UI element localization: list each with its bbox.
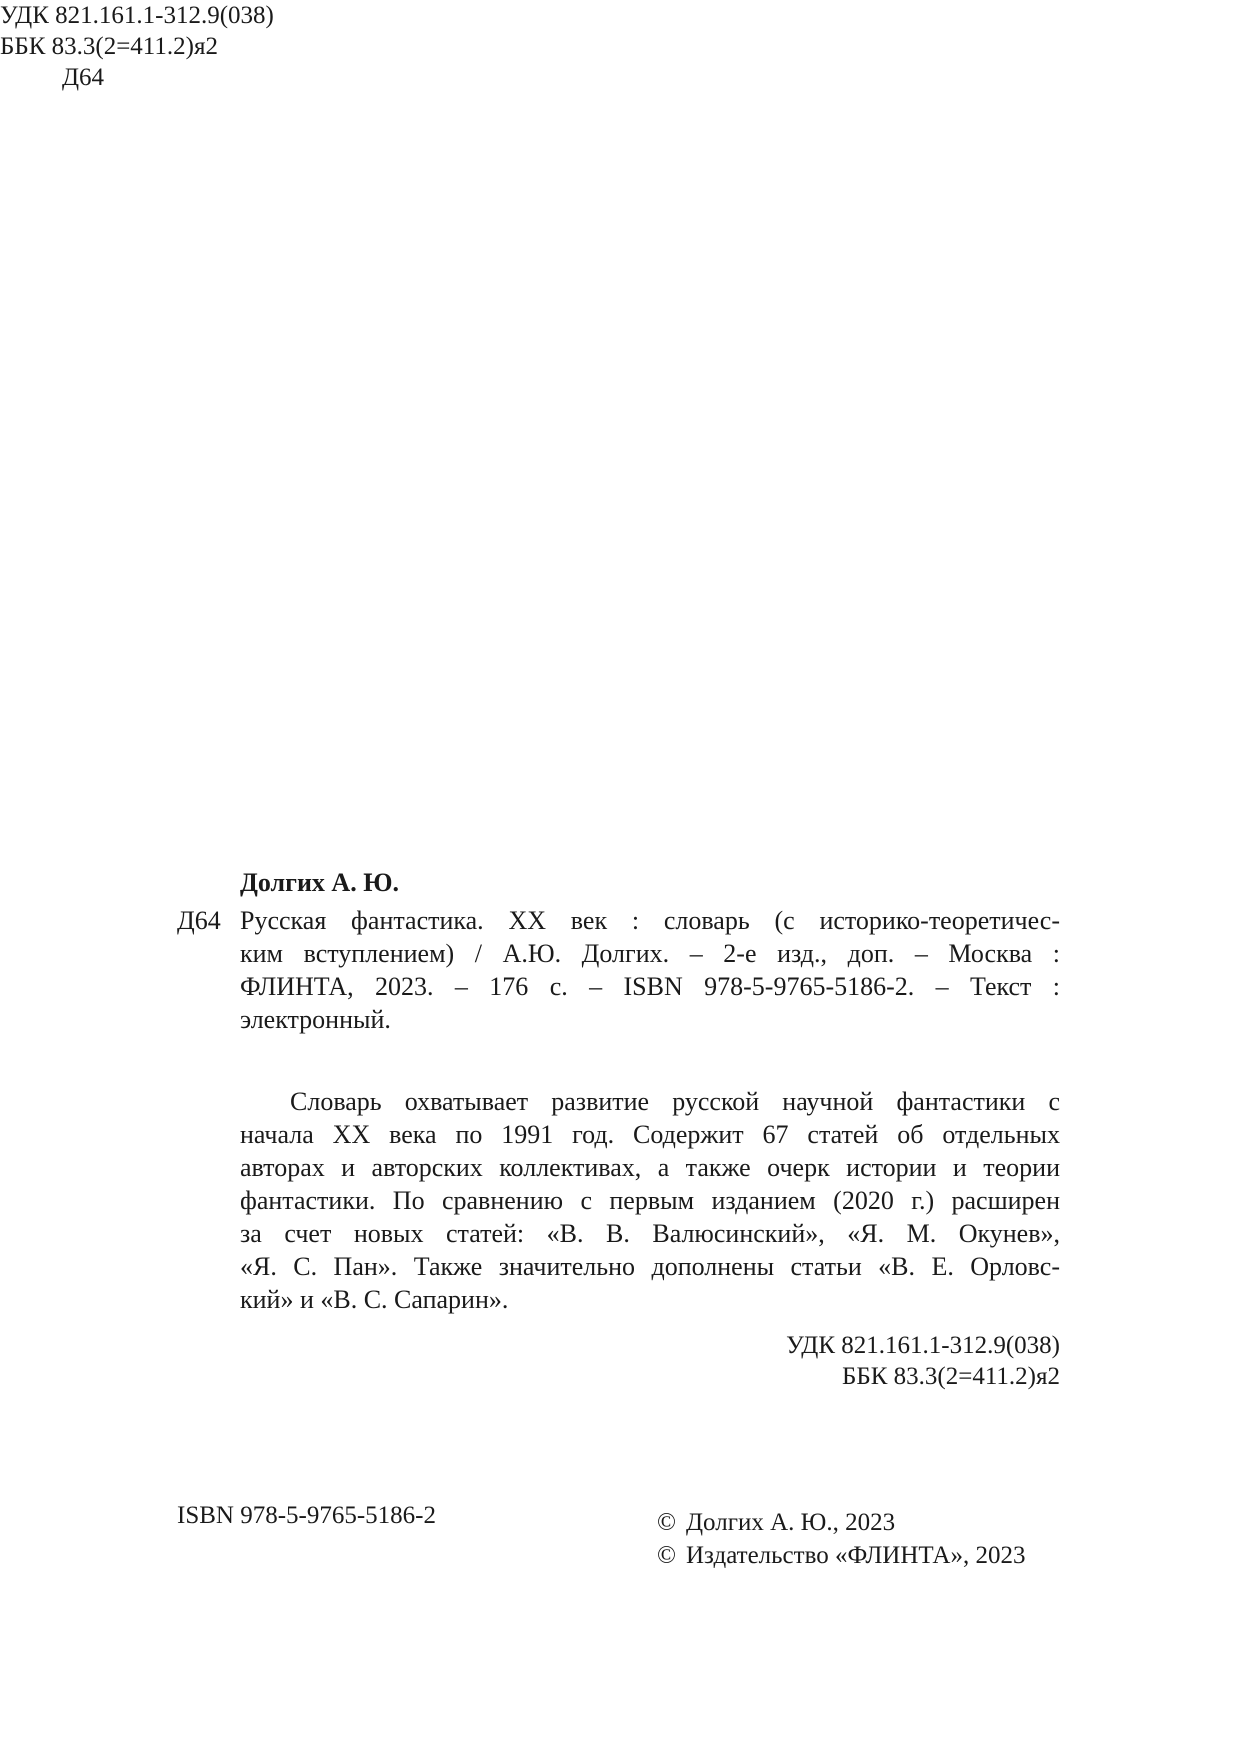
top-classification-block — [0, 0, 1240, 93]
copyright-icon: © — [657, 1542, 676, 1569]
udk-code-bottom: УДК 821.161.1-312.9(038) — [786, 1332, 1060, 1359]
abstract-paragraph — [240, 1085, 1060, 1316]
description-line: Русская фантастика. XX век : словарь (с историко-теоретичес- — [240, 906, 1060, 935]
abstract-line: начала XX века по 1991 год. Содержит 67 статей об отдельных — [240, 1120, 1060, 1149]
copyright-publisher — [657, 1539, 1025, 1572]
abstract-line: фантастики. По сравнению с первым изданием (2020 г.) расширен — [240, 1186, 1060, 1215]
author-mark-top: Д64 — [62, 64, 105, 91]
abstract-line: «Я. С. Пан». Также значительно дополнены статьи «В. Е. Орловс- — [240, 1252, 1060, 1281]
copyright-block — [657, 1506, 1025, 1572]
copyright-icon: © — [657, 1509, 676, 1536]
copyright-author-text: Долгих А. Ю., 2023 — [686, 1509, 896, 1536]
description-line: ФЛИНТА, 2023. – 176 с. – ISBN 978-5-9765-5186-2. – Текст : — [240, 972, 1060, 1001]
bibliographic-description — [240, 904, 1060, 1036]
abstract-line: авторах и авторских коллективах, а также очерк истории и теории — [240, 1153, 1060, 1182]
abstract-line: кий» и «В. С. Сапарин». — [240, 1285, 509, 1314]
isbn: ISBN 978-5-9765-5186-2 — [177, 1502, 437, 1529]
author-heading: Долгих А. Ю. — [240, 868, 399, 897]
description-line: ким вступлением) / А.Ю. Долгих. – 2-е изд., доп. – Москва : — [240, 939, 1060, 968]
abstract-line: за счет новых статей: «В. В. Валюсинский», «Я. М. Окунев», — [240, 1219, 1060, 1248]
bbk-code-top: ББК 83.3(2=411.2)я2 — [0, 33, 218, 60]
udk-code-top: УДК 821.161.1-312.9(038) — [0, 2, 274, 29]
copyright-author — [657, 1506, 1025, 1539]
author-mark-record: Д64 — [177, 906, 221, 935]
bottom-classification-block — [786, 1330, 1060, 1392]
abstract-line: Словарь охватывает развитие русской научной фантастики с — [290, 1087, 1060, 1116]
bbk-code-bottom: ББК 83.3(2=411.2)я2 — [842, 1363, 1060, 1390]
copyright-publisher-text: Издательство «ФЛИНТА», 2023 — [686, 1542, 1026, 1569]
description-line: электронный. — [240, 1005, 391, 1034]
